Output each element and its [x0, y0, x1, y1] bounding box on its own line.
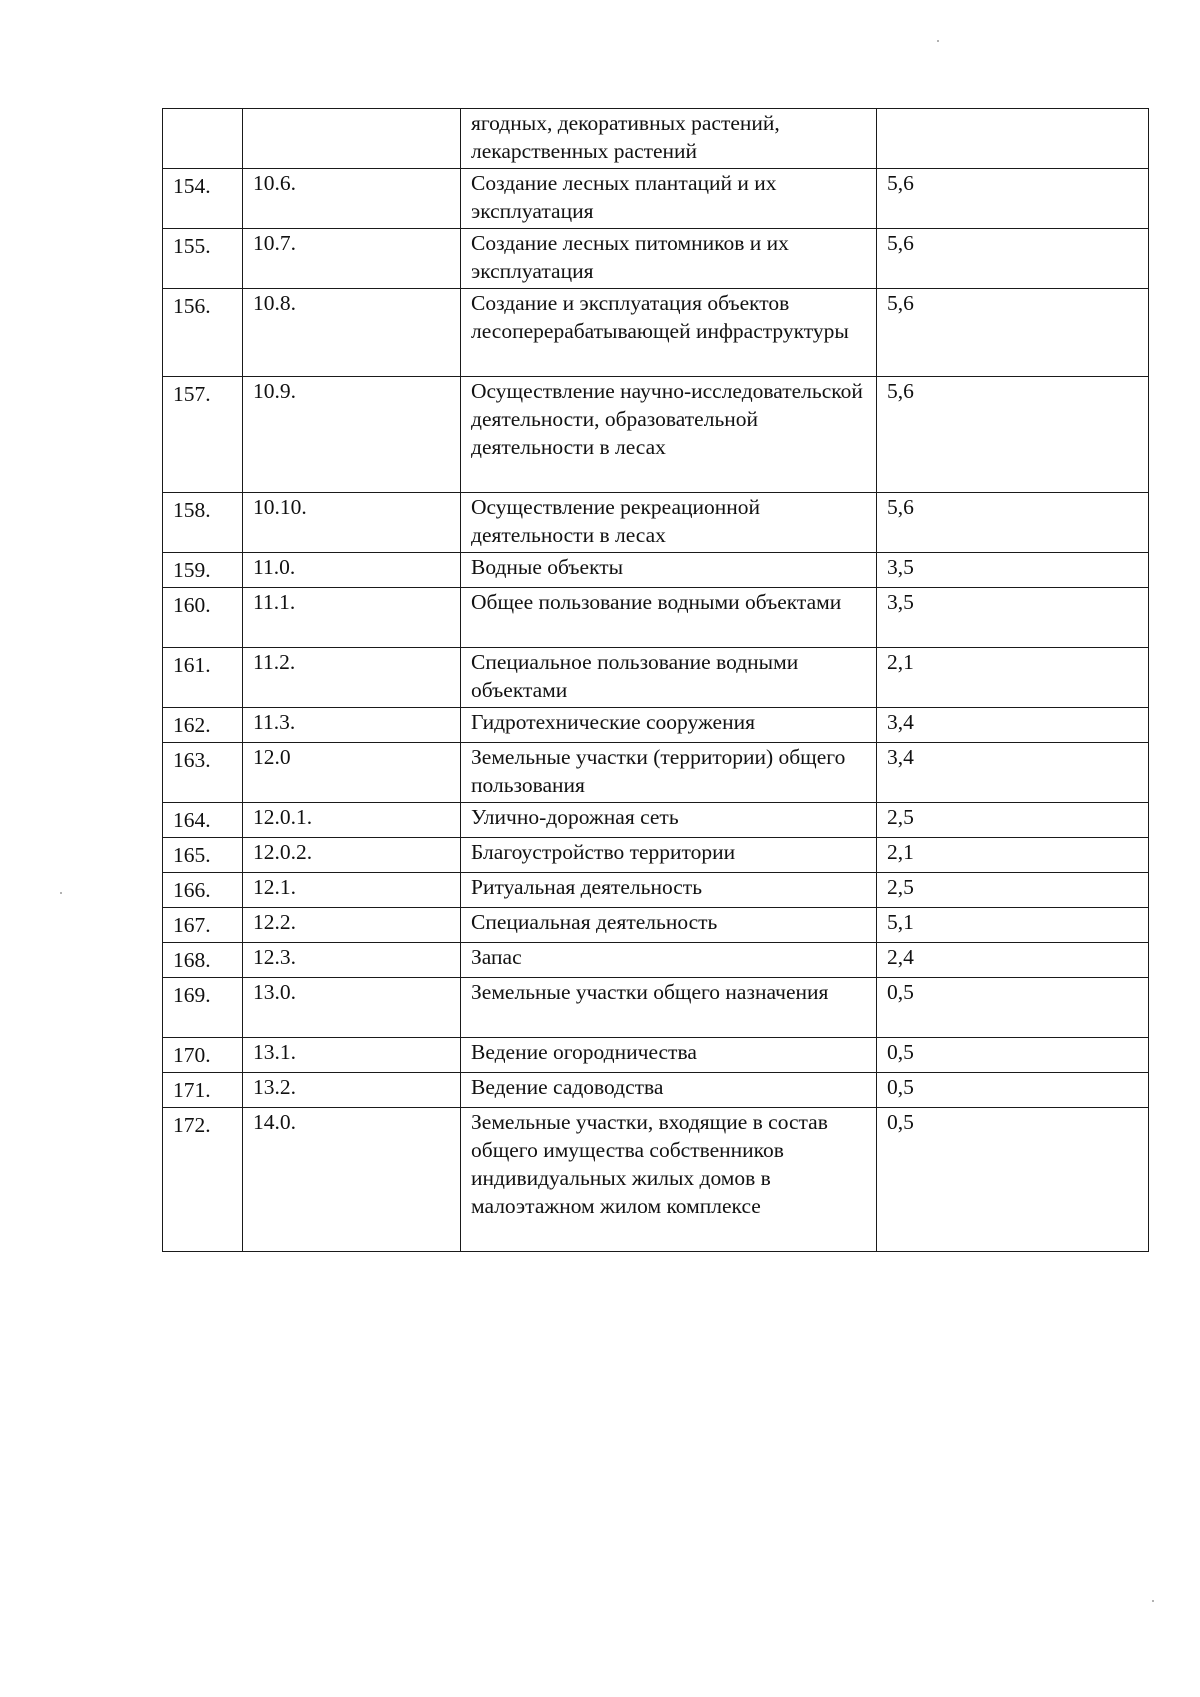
- scan-speck: [937, 40, 939, 42]
- code-cell: 12.2.: [243, 908, 461, 943]
- code-cell: 12.0: [243, 743, 461, 803]
- value-cell: 5,1: [877, 908, 1149, 943]
- code-cell: 10.8.: [243, 289, 461, 377]
- row-number-cell: 160.: [163, 588, 243, 648]
- value-cell: 3,5: [877, 553, 1149, 588]
- value-cell: 0,5: [877, 1073, 1149, 1108]
- code-cell: 11.3.: [243, 708, 461, 743]
- code-cell: 12.0.2.: [243, 838, 461, 873]
- name-cell: Специальная деятельность: [461, 908, 877, 943]
- code-cell: 12.3.: [243, 943, 461, 978]
- table-row: [163, 873, 1149, 908]
- row-number-cell: 165.: [163, 838, 243, 873]
- table-row: [163, 1038, 1149, 1073]
- table-row: [163, 978, 1149, 1038]
- code-cell: 12.0.1.: [243, 803, 461, 838]
- name-cell: Создание и эксплуатация объектов лесоперерабатывающей инфраструктуры: [461, 289, 877, 377]
- name-cell: Земельные участки (территории) общего пользования: [461, 743, 877, 803]
- code-cell: [243, 109, 461, 169]
- row-number-cell: 168.: [163, 943, 243, 978]
- table-row: [163, 943, 1149, 978]
- code-cell: 13.2.: [243, 1073, 461, 1108]
- name-cell: Создание лесных плантаций и их эксплуатация: [461, 169, 877, 229]
- row-number-cell: 158.: [163, 493, 243, 553]
- name-cell: Водные объекты: [461, 553, 877, 588]
- name-cell: ягодных, декоративных растений, лекарственных растений: [461, 109, 877, 169]
- value-cell: 0,5: [877, 1108, 1149, 1252]
- value-cell: 5,6: [877, 377, 1149, 493]
- value-cell: 3,4: [877, 708, 1149, 743]
- code-cell: 10.7.: [243, 229, 461, 289]
- name-cell: Благоустройство территории: [461, 838, 877, 873]
- value-cell: 5,6: [877, 169, 1149, 229]
- name-cell: Создание лесных питомников и их эксплуатация: [461, 229, 877, 289]
- row-number-cell: 169.: [163, 978, 243, 1038]
- row-number-cell: 154.: [163, 169, 243, 229]
- value-cell: 2,5: [877, 873, 1149, 908]
- table-row: [163, 553, 1149, 588]
- row-number-cell: 164.: [163, 803, 243, 838]
- row-number-cell: 156.: [163, 289, 243, 377]
- value-cell: [877, 109, 1149, 169]
- table-row: [163, 838, 1149, 873]
- code-cell: 14.0.: [243, 1108, 461, 1252]
- name-cell: Земельные участки, входящие в состав общего имущества собственников индивидуальных жилых домов в малоэтажном жилом комплексе: [461, 1108, 877, 1252]
- value-cell: 5,6: [877, 289, 1149, 377]
- code-cell: 11.1.: [243, 588, 461, 648]
- table-row: [163, 109, 1149, 169]
- name-cell: Специальное пользование водными объектами: [461, 648, 877, 708]
- row-number-cell: 170.: [163, 1038, 243, 1073]
- value-cell: 2,1: [877, 838, 1149, 873]
- table-row: [163, 588, 1149, 648]
- code-cell: 11.2.: [243, 648, 461, 708]
- code-cell: 13.0.: [243, 978, 461, 1038]
- name-cell: Общее пользование водными объектами: [461, 588, 877, 648]
- scan-speck: [60, 892, 62, 894]
- row-number-cell: 159.: [163, 553, 243, 588]
- name-cell: Ведение огородничества: [461, 1038, 877, 1073]
- row-number-cell: [163, 109, 243, 169]
- table-row: [163, 1108, 1149, 1252]
- row-number-cell: 172.: [163, 1108, 243, 1252]
- value-cell: 3,4: [877, 743, 1149, 803]
- value-cell: 2,4: [877, 943, 1149, 978]
- value-cell: 2,5: [877, 803, 1149, 838]
- name-cell: Улично-дорожная сеть: [461, 803, 877, 838]
- table-row: [163, 743, 1149, 803]
- scan-speck: [1152, 1600, 1154, 1602]
- name-cell: Ритуальная деятельность: [461, 873, 877, 908]
- table-row: [163, 169, 1149, 229]
- table-row: [163, 1073, 1149, 1108]
- name-cell: Ведение садоводства: [461, 1073, 877, 1108]
- table-row: [163, 803, 1149, 838]
- code-cell: 10.10.: [243, 493, 461, 553]
- row-number-cell: 163.: [163, 743, 243, 803]
- row-number-cell: 162.: [163, 708, 243, 743]
- row-number-cell: 161.: [163, 648, 243, 708]
- table-row: [163, 377, 1149, 493]
- land-use-table: [162, 108, 1149, 1252]
- table-row: [163, 648, 1149, 708]
- value-cell: 2,1: [877, 648, 1149, 708]
- code-cell: 11.0.: [243, 553, 461, 588]
- table-row: [163, 708, 1149, 743]
- code-cell: 10.6.: [243, 169, 461, 229]
- row-number-cell: 166.: [163, 873, 243, 908]
- code-cell: 12.1.: [243, 873, 461, 908]
- table-row: [163, 289, 1149, 377]
- table-row: [163, 493, 1149, 553]
- value-cell: 3,5: [877, 588, 1149, 648]
- table-row: [163, 908, 1149, 943]
- row-number-cell: 167.: [163, 908, 243, 943]
- value-cell: 5,6: [877, 493, 1149, 553]
- row-number-cell: 171.: [163, 1073, 243, 1108]
- code-cell: 13.1.: [243, 1038, 461, 1073]
- name-cell: Осуществление рекреационной деятельности в лесах: [461, 493, 877, 553]
- code-cell: 10.9.: [243, 377, 461, 493]
- name-cell: Запас: [461, 943, 877, 978]
- table-row: [163, 229, 1149, 289]
- name-cell: Гидротехнические сооружения: [461, 708, 877, 743]
- name-cell: Земельные участки общего назначения: [461, 978, 877, 1038]
- value-cell: 0,5: [877, 978, 1149, 1038]
- row-number-cell: 155.: [163, 229, 243, 289]
- value-cell: 5,6: [877, 229, 1149, 289]
- name-cell: Осуществление научно-исследовательской деятельности, образовательной деятельности в лесах: [461, 377, 877, 493]
- row-number-cell: 157.: [163, 377, 243, 493]
- value-cell: 0,5: [877, 1038, 1149, 1073]
